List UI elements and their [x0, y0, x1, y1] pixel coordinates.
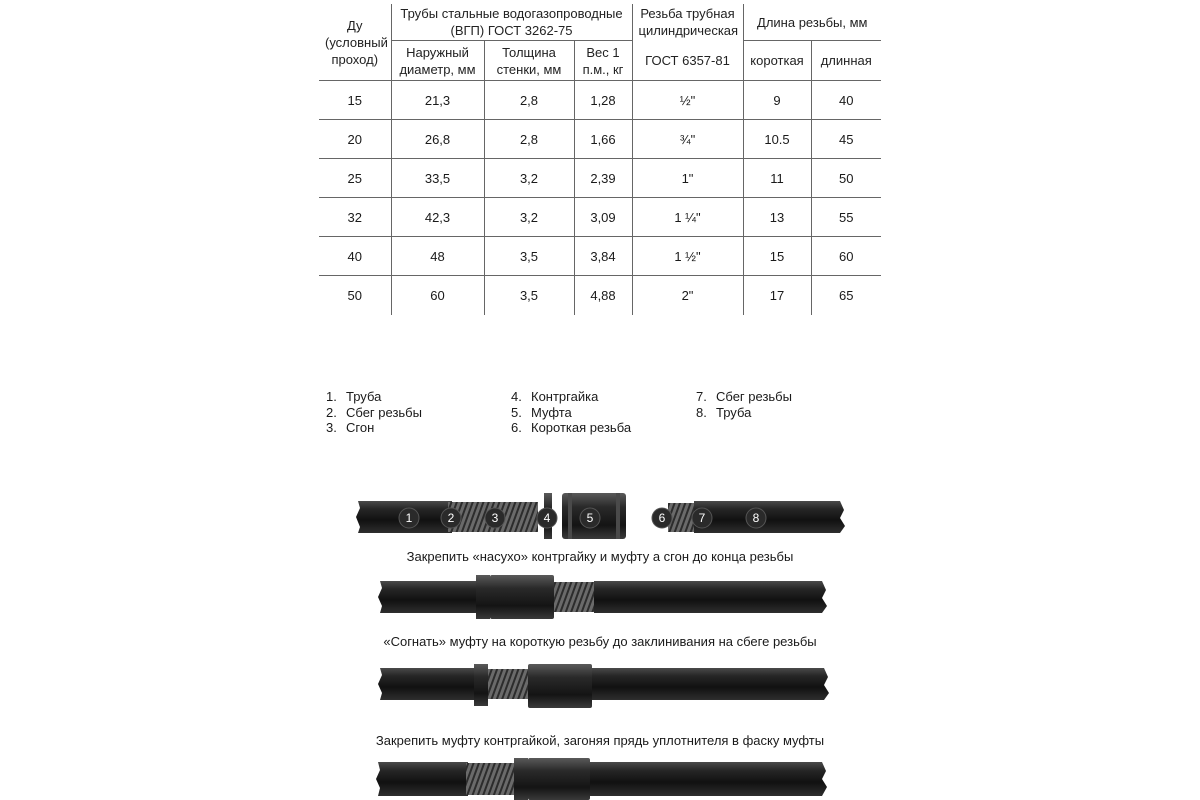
legend-label: Контргайка — [531, 389, 599, 404]
cell-weight: 3,09 — [574, 198, 632, 237]
locknut — [476, 575, 490, 619]
cell-wall: 3,2 — [484, 159, 574, 198]
cell-du: 50 — [319, 276, 391, 315]
cell-thread: 1" — [632, 159, 743, 198]
cell-outer: 33,5 — [391, 159, 484, 198]
cell-long: 50 — [811, 159, 881, 198]
svg-text:5: 5 — [586, 511, 594, 525]
cell-long: 45 — [811, 120, 881, 159]
coupling — [490, 575, 554, 619]
svg-text:7: 7 — [698, 511, 706, 525]
cell-long: 65 — [811, 276, 881, 315]
cell-weight: 1,66 — [574, 120, 632, 159]
legend-number: 7. — [696, 389, 707, 404]
header-weight: Вес 1 п.м., кг — [574, 41, 632, 81]
svg-text:6: 6 — [658, 511, 666, 525]
cell-wall: 3,5 — [484, 276, 574, 315]
marker-4 — [537, 508, 557, 528]
pipe-right — [694, 501, 845, 533]
cell-outer: 21,3 — [391, 81, 484, 120]
assembly-step-1 — [378, 575, 827, 619]
cell-thread: ½" — [632, 81, 743, 120]
cell-thread: 1 ½" — [632, 237, 743, 276]
legend-label: Короткая резьба — [531, 420, 632, 435]
marker-6 — [652, 508, 672, 528]
cell-weight: 4,88 — [574, 276, 632, 315]
cell-du: 25 — [319, 159, 391, 198]
cell-weight: 3,84 — [574, 237, 632, 276]
cell-thread: 1 ¼" — [632, 198, 743, 237]
legend-label: Сбег резьбы — [716, 389, 792, 404]
cell-thread: ¾" — [632, 120, 743, 159]
locknut — [514, 758, 528, 800]
cell-short: 10.5 — [743, 120, 811, 159]
legend-number: 5. — [511, 404, 522, 420]
coupling-edge-right — [616, 493, 620, 539]
svg-text:2: 2 — [447, 511, 455, 525]
pipe-right — [590, 762, 827, 796]
header-thread-group: Резьба трубная цилиндрическая — [632, 4, 743, 41]
cell-du: 15 — [319, 81, 391, 120]
thread-sgon — [554, 582, 594, 612]
svg-text:8: 8 — [752, 511, 760, 525]
cell-long: 40 — [811, 81, 881, 120]
cell-short: 11 — [743, 159, 811, 198]
marker-7 — [692, 508, 712, 528]
cell-short: 15 — [743, 237, 811, 276]
pipe-left — [378, 581, 480, 613]
marker-8 — [746, 508, 766, 528]
caption-step-1: Закрепить «насухо» контргайку и муфту а сгон до конца резьбы — [406, 549, 794, 564]
assembly-step-3 — [376, 758, 827, 800]
legend-number: 4. — [511, 389, 522, 404]
marker-3 — [485, 508, 505, 528]
cell-du: 40 — [319, 237, 391, 276]
legend-label: Сгон — [346, 420, 375, 435]
cell-weight: 2,39 — [574, 159, 632, 198]
cell-wall: 3,5 — [484, 237, 574, 276]
marker-5 — [580, 508, 600, 528]
header-du: Ду (условный проход) — [325, 17, 388, 67]
cell-wall: 3,2 — [484, 198, 574, 237]
thread-sgon — [466, 763, 514, 795]
coupling — [528, 664, 592, 708]
svg-text:4: 4 — [543, 511, 551, 525]
svg-text:1: 1 — [405, 511, 413, 525]
legend-label: Труба — [716, 404, 752, 420]
legend-label: Муфта — [531, 404, 572, 420]
header-outer-diameter: Наружный диаметр, мм — [391, 41, 484, 81]
coupling-edge-left — [568, 493, 572, 539]
cell-long: 55 — [811, 198, 881, 237]
caption-step-2: «Согнать» муфту на короткую резьбу до заклинивания на сбеге резьбы — [383, 634, 817, 649]
cell-long: 60 — [811, 237, 881, 276]
svg-text:3: 3 — [491, 511, 499, 525]
cell-du: 20 — [319, 120, 391, 159]
legend-number: 1. — [326, 389, 337, 404]
cell-outer: 26,8 — [391, 120, 484, 159]
legend-number: 8. — [696, 404, 707, 420]
locknut — [474, 664, 488, 706]
header-length-group: Длина резьбы, мм — [743, 4, 881, 41]
legend-number: 2. — [326, 404, 337, 420]
pipe-left — [376, 762, 468, 796]
thread-sgon — [488, 669, 528, 699]
header-pipes-group: Трубы стальные водогазопроводные (ВГП) ГОСТ 3262-75 — [391, 4, 632, 41]
cell-short: 13 — [743, 198, 811, 237]
legend-label: Сбег резьбы — [346, 404, 422, 420]
cell-short: 9 — [743, 81, 811, 120]
header-gost-thread: ГОСТ 6357-81 — [632, 41, 743, 81]
marker-2 — [441, 508, 461, 528]
coupling — [528, 758, 590, 800]
cell-short: 17 — [743, 276, 811, 315]
cell-weight: 1,28 — [574, 81, 632, 120]
legend-label: Труба — [346, 389, 382, 404]
exploded-view — [356, 493, 845, 539]
pipe-right — [594, 581, 827, 613]
cell-wall: 2,8 — [484, 120, 574, 159]
caption-step-3: Закрепить муфту контргайкой, загоняя прядь уплотнителя в фаску муфты — [375, 733, 825, 748]
legend-number: 3. — [326, 420, 337, 435]
marker-1 — [399, 508, 419, 528]
header-length-short: короткая — [743, 41, 811, 81]
legend-number: 6. — [511, 420, 522, 435]
cell-du: 32 — [319, 198, 391, 237]
cell-thread: 2" — [632, 276, 743, 315]
assembly-step-2 — [378, 664, 829, 708]
pipe-right — [592, 668, 829, 700]
cell-outer: 42,3 — [391, 198, 484, 237]
pipe-left — [378, 668, 478, 700]
cell-outer: 60 — [391, 276, 484, 315]
header-wall-thickness: Толщина стенки, мм — [484, 41, 574, 81]
header-length-long: длинная — [811, 41, 881, 81]
cell-wall: 2,8 — [484, 81, 574, 120]
cell-outer: 48 — [391, 237, 484, 276]
